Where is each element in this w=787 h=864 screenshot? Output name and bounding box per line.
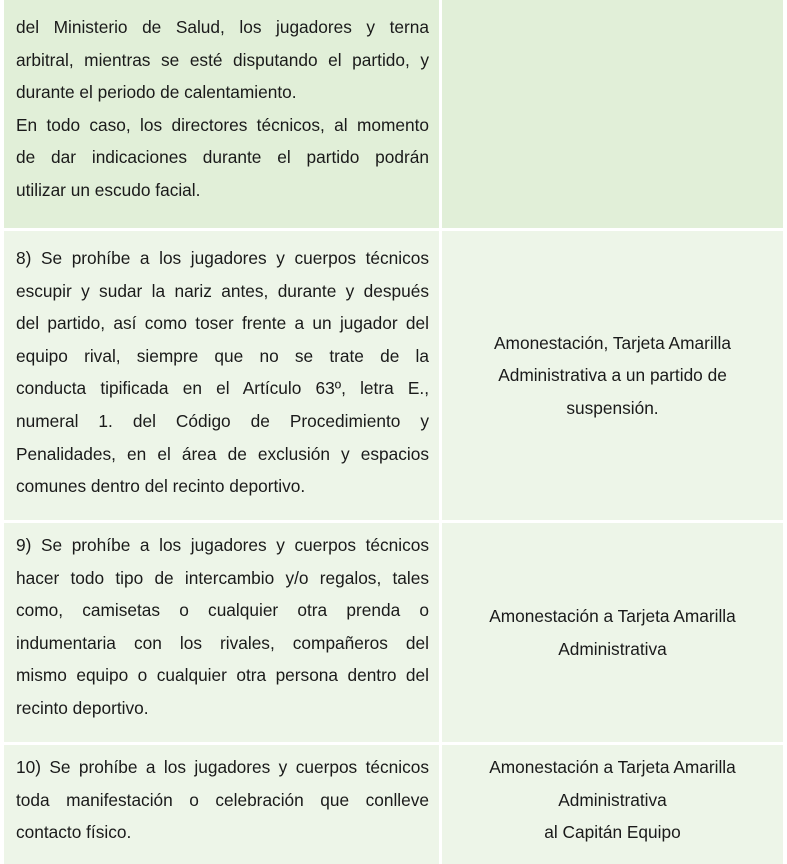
rule-text-line: del partido, así como toser frente a un jugador del xyxy=(16,313,429,334)
rule-text-line: del Ministerio de Salud, los jugadores y terna xyxy=(16,17,429,37)
penalty-text-line: Amonestación a Tarjeta Amarilla xyxy=(489,605,736,626)
rule-text-line: 8) Se prohíbe a los jugadores y cuerpos técnicos xyxy=(16,248,429,268)
penalty-text-line: Administrativa xyxy=(558,638,667,659)
rule-text-line: En todo caso, los directores técnicos, al momento xyxy=(16,114,429,135)
rule-text-line: mismo equipo o cualquier otra persona dentro del xyxy=(16,665,429,686)
rule-text-line: como, camisetas o cualquier otra prenda o xyxy=(16,600,429,621)
rule-text-line: de dar indicaciones durante el partido podrán xyxy=(16,147,429,168)
rule-text-line: conducta tipificada en el Artículo 63º, letra E., xyxy=(16,378,429,399)
table-row xyxy=(4,231,783,520)
rule-description xyxy=(4,745,442,864)
rule-text-line: arbitral, mientras se esté disputando el partido, y xyxy=(16,49,429,70)
penalty-text-line: Administrativa a un partido de xyxy=(498,365,727,386)
penalty-text-line: suspensión. xyxy=(566,397,659,418)
rule-penalty xyxy=(442,0,783,228)
rule-text-line: numeral 1. del Código de Procedimiento y xyxy=(16,410,429,431)
rule-text-line: escupir y sudar la nariz antes, durante y después xyxy=(16,280,429,301)
penalty-text-line: Administrativa xyxy=(558,789,667,810)
rule-text-line: equipo rival, siempre que no se trate de la xyxy=(16,345,429,366)
rule-text-line: comunes dentro del recinto deportivo. xyxy=(16,476,306,497)
rule-penalty xyxy=(442,231,783,520)
penalty-text-line: al Capitán Equipo xyxy=(544,822,681,843)
rule-text-line: durante el periodo de calentamiento. xyxy=(16,82,297,103)
rules-table xyxy=(4,0,783,864)
rule-text-line: hacer todo tipo de intercambio y/o regalos, tales xyxy=(16,567,429,588)
table-row xyxy=(4,745,783,864)
table-row xyxy=(4,523,783,742)
rule-penalty xyxy=(442,745,783,864)
penalty-text-line: Amonestación, Tarjeta Amarilla xyxy=(494,332,731,353)
penalty-text-line: Amonestación a Tarjeta Amarilla xyxy=(489,757,736,777)
rule-description xyxy=(4,0,442,228)
rule-text-line: 9) Se prohíbe a los jugadores y cuerpos técnicos xyxy=(16,535,429,555)
rule-text-line: contacto físico. xyxy=(16,822,132,843)
rule-penalty xyxy=(442,523,783,742)
rule-text-line: 10) Se prohíbe a los jugadores y cuerpos técnicos xyxy=(16,757,429,777)
rule-text-line: recinto deportivo. xyxy=(16,697,149,718)
table-row xyxy=(4,0,783,228)
rule-description xyxy=(4,523,442,742)
rule-description xyxy=(4,231,442,520)
rule-text-line: utilizar un escudo facial. xyxy=(16,179,201,200)
rule-text-line: Penalidades, en el área de exclusión y espacios xyxy=(16,443,429,464)
rule-text-line: indumentaria con los rivales, compañeros del xyxy=(16,632,429,653)
rule-text-line: toda manifestación o celebración que conlleve xyxy=(16,789,429,810)
